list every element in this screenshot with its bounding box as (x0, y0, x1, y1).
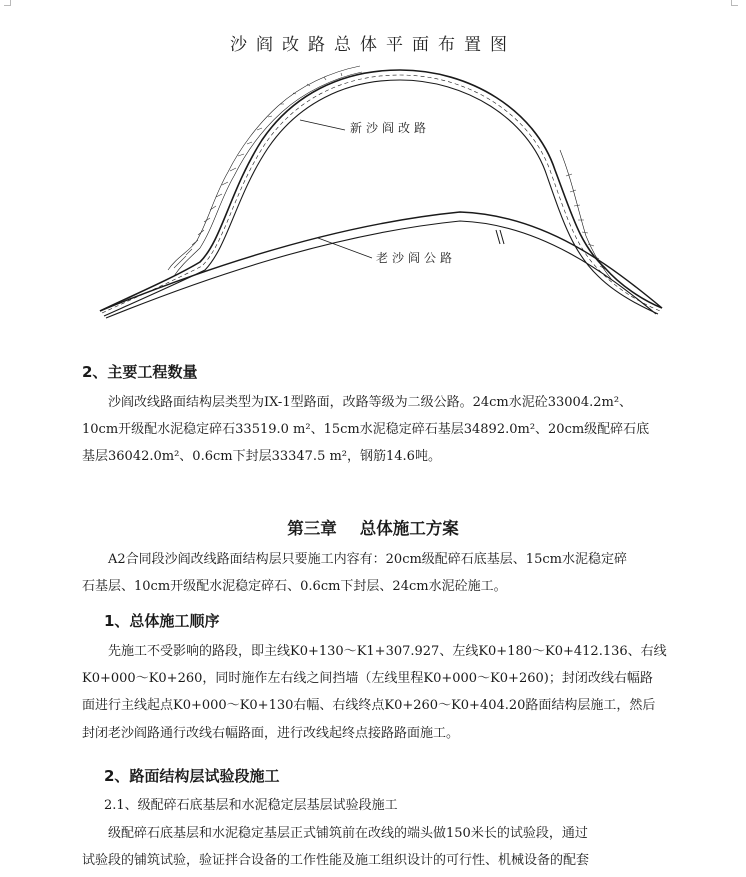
paragraph-line: 10cm开级配水泥稳定碎石33519.0 m²、15cm水泥稳定碎石基层34892.0m²、20cm级配碎石底 (82, 422, 650, 438)
quantities-paragraph (82, 389, 714, 471)
chapter-intro-paragraph (82, 546, 714, 600)
page-corner-mark-left (4, 0, 11, 6)
sub-subsection-heading: 2.1、级配碎石底基层和水泥稳定层基层试验段施工 (104, 798, 398, 813)
sequence-paragraph (82, 638, 714, 747)
old-road-break-mark (496, 230, 504, 244)
new-road-outer-edge (100, 70, 662, 311)
slope-shading-left (168, 66, 360, 270)
new-road-inner-edge (104, 80, 658, 316)
slope-shading-left-2 (174, 72, 362, 276)
subsection-heading-trial: 2、路面结构层试验段施工 (104, 767, 280, 785)
leader-new-road (300, 120, 345, 130)
paragraph-line: 基层36042.0m²、0.6cm下封层33347.5 m²，钢筋14.6吨。 (82, 449, 441, 465)
paragraph-line: 面进行主线起点K0+000～K0+130右幅、右线终点K0+260～K0+404.20路面结构层施工，然后 (82, 698, 656, 714)
old-road-edge-2 (106, 221, 656, 318)
section-heading-quantities: 2、主要工程数量 (82, 363, 198, 381)
figure-title: 沙阎改路总体平面布置图 (230, 35, 516, 55)
chapter-title: 第三章 总体施工方案 (287, 519, 459, 538)
paragraph-line: 沙阎改线路面结构层类型为IX-1型路面，改路等级为二级公路。24cm水泥砼33004.2m²、 (108, 395, 633, 410)
trial-paragraph (82, 820, 714, 874)
label-new-road: 新沙阎改路 (350, 121, 431, 135)
paragraph-line: 石基层、10cm开级配水泥稳定碎石、0.6cm下封层、24cm水泥砼施工。 (82, 579, 507, 595)
new-road-centerline (102, 75, 660, 313)
label-old-road: 老沙阎公路 (376, 251, 457, 265)
paragraph-line: 级配碎石底基层和水泥稳定基层正式铺筑前在改线的端头做150米长的试验段，通过 (108, 826, 588, 841)
subsection-heading-sequence: 1、总体施工顺序 (104, 612, 220, 630)
paragraph-line: 试验段的铺筑试验，验证拌合设备的工作性能及施工组织设计的可行性、机械设备的配套 (82, 853, 590, 869)
paragraph-line: 先施工不受影响的路段，即主线K0+130～K1+307.927、左线K0+180～K0+412.136、右线 (108, 644, 667, 659)
road-layout-diagram (0, 60, 746, 330)
page-corner-mark-right (731, 0, 738, 6)
paragraph-line: A2合同段沙阎改线路面结构层只要施工内容有：20cm级配碎石底基层、15cm水泥稳定碎 (108, 552, 627, 567)
slope-shading-right (560, 150, 612, 280)
paragraph-line: K0+000～K0+260，同时施作左右线之间挡墙（左线里程K0+000～K0+260)；封闭改线右幅路 (82, 671, 653, 687)
paragraph-line: 封闭老沙阎路通行改线右幅路面，进行改线起终点接路路面施工。 (82, 725, 460, 741)
